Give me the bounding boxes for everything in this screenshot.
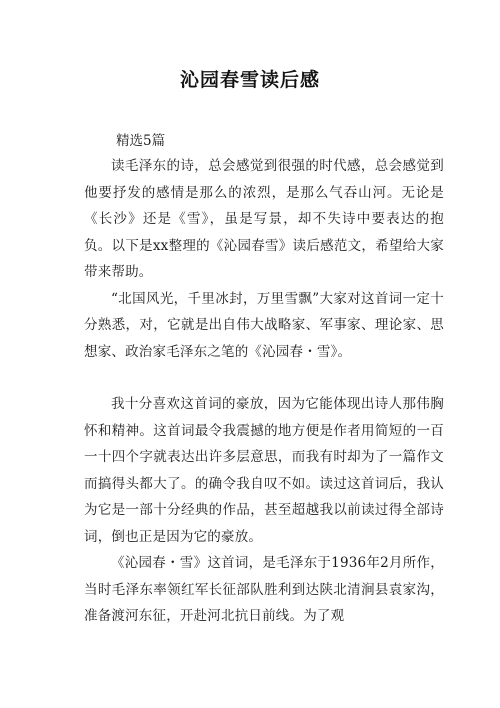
- paragraph-essay-2: 《沁园春・雪》这首词，是毛泽东于1936年2月所作，当时毛泽东率领红军长征部队胜利到达陕北清涧县袁家沟，准备渡河东征，开赴河北抗日前线。为了观: [84, 555, 444, 624]
- document-subheading: 精选5篇: [116, 133, 166, 149]
- paragraph-intro: 读毛泽东的诗，总会感觉到很强的时代感，总会感觉到他要抒发的感情是那么的浓烈，是那么气吞山河。无论是《长沙》还是《雪》，虽是写景，却不失诗中要表达的抱负。以下是xx整理的《沁园春雪》读后感范文，希望给大家带来帮助。: [84, 158, 444, 280]
- paragraph-essay-1: 我十分喜欢这首词的豪放，因为它能体现出诗人那伟胸怀和精神。这首词最令我震撼的地方便是作者用简短的一百一十四个字就表达出许多层意思，而我有时却为了一篇作文而搞得头都大了。的确令我自叹不如。读过这首词后，我认为它是一部十分经典的作品，甚至超越我以前读过得全部诗词，倒也正是因为它的豪放。: [84, 396, 444, 545]
- document-title: 沁园春雪读后感: [179, 69, 320, 91]
- document-body: [84, 153, 444, 630]
- paragraph-quote: “北国风光，千里冰封，万里雪飘”大家对这首词一定十分熟悉，对，它就是出自伟大战略家、军事家、理论家、思想家、政治家毛泽东之笔的《沁园春・雪》。: [84, 290, 444, 360]
